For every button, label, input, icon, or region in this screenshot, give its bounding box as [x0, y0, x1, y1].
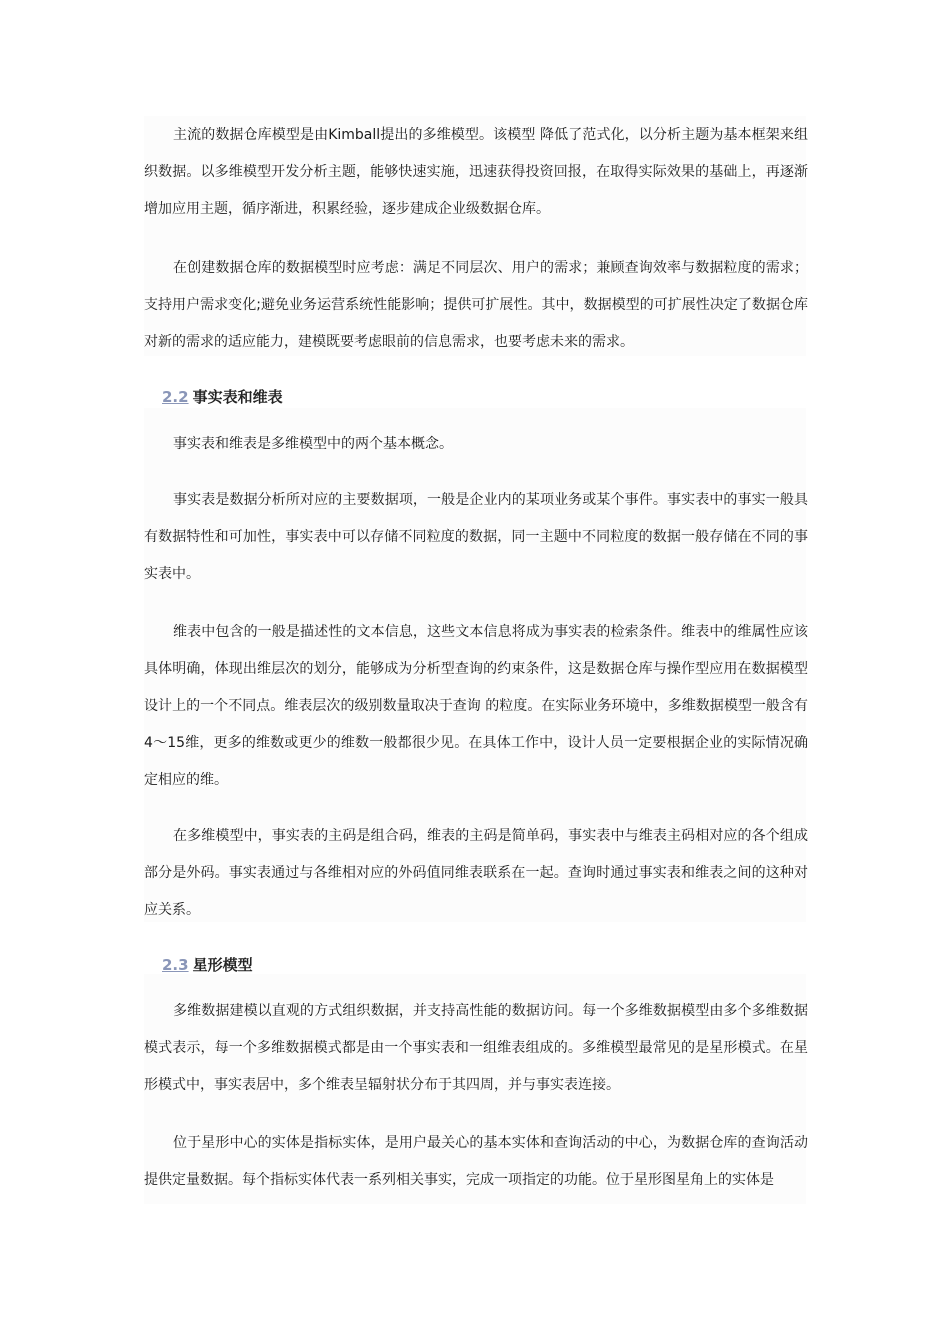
section-number-link[interactable]: 2.2: [162, 388, 189, 406]
section-heading-2-3: [162, 954, 253, 976]
paragraph: 事实表是数据分析所对应的主要数据项，一般是企业内的某项业务或某个事件。事实表中的事实一般具有数据特性和可加性，事实表中可以存储不同粒度的数据，同一主题中不同粒度的数据一般存储在不同的事实表中。: [144, 492, 808, 582]
paragraph: 在多维模型中，事实表的主码是组合码，维表的主码是简单码，事实表中与维表主码相对应的各个组成部分是外码。事实表通过与各维相对应的外码值同维表联系在一起。查询时通过事实表和维表之间的这种对应关系。: [144, 828, 808, 918]
section-title: 事实表和维表: [192, 388, 283, 406]
paragraph: 位于星形中心的实体是指标实体，是用户最关心的基本实体和查询活动的中心，为数据仓库的查询活动提供定量数据。每个指标实体代表一系列相关事实，完成一项指定的功能。位于星形图星角上的实体是: [144, 1135, 808, 1188]
paragraph: 在创建数据仓库的数据模型时应考虑：满足不同层次、用户的需求；兼顾查询效率与数据粒度的需求；支持用户需求变化;避免业务运营系统性能影响；提供可扩展性。其中，数据模型的可扩展性决定了数据仓库对新的需求的适应能力，建模既要考虑眼前的信息需求，也要考虑未来的需求。: [144, 260, 808, 350]
paragraph: 事实表和维表是多维模型中的两个基本概念。: [173, 436, 453, 452]
section-heading-2-2: [162, 386, 283, 408]
paragraph: 主流的数据仓库模型是由Kimball提出的多维模型。该模型 降低了范式化，以分析主题为基本框架来组织数据。以多维模型开发分析主题，能够快速实施，迅速获得投资回报，在取得实际效果的基础上，再逐渐增加应用主题，循序渐进，积累经验，逐步建成企业级数据仓库。: [144, 127, 808, 217]
section-title: 星形模型: [192, 956, 253, 974]
paragraph: 多维数据建模以直观的方式组织数据，并支持高性能的数据访问。每一个多维数据模型由多个多维数据模式表示，每一个多维数据模式都是由一个事实表和一组维表组成的。多维模型最常见的是星形模式。在星形模式中，事实表居中，多个维表呈辐射状分布于其四周，并与事实表连接。: [144, 1003, 808, 1093]
section-number-link[interactable]: 2.3: [162, 956, 189, 974]
paragraph: 维表中包含的一般是描述性的文本信息，这些文本信息将成为事实表的检索条件。维表中的维属性应该具体明确，体现出维层次的划分，能够成为分析型查询的约束条件，这是数据仓库与操作型应用在数据模型设计上的一个不同点。维表层次的级别数量取决于查询 的粒度。在实际业务环境中，多维数据模型一般含有4～15维，更多的维数或更少的维数一般都很少见。在具体工作中，设计人员一定要根据企业的实际情况确定相应的维。: [144, 624, 808, 788]
